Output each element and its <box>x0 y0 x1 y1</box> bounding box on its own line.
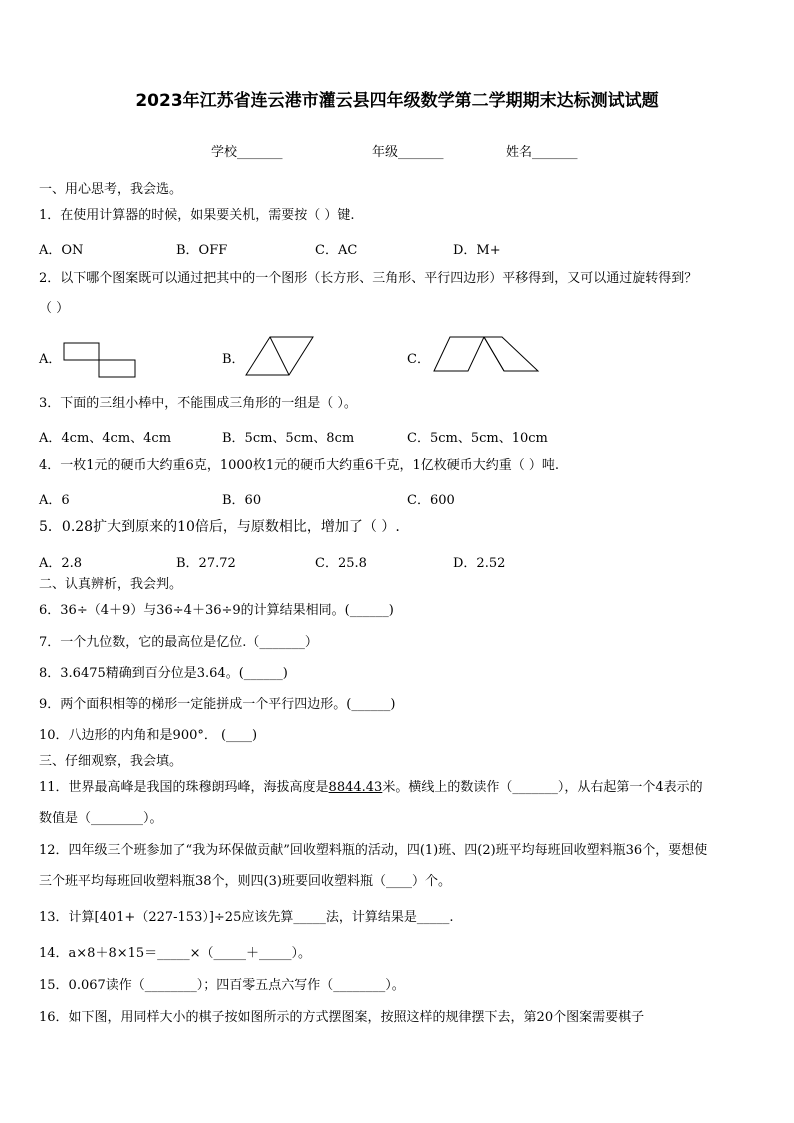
q11-number: 8844.43 <box>328 780 383 795</box>
q4-option-c: C．600 <box>407 493 455 508</box>
section-2-heading: 二、认真辨析，我会判。 <box>39 577 183 592</box>
question-14: 14．a×8＋8×15＝_____×（_____＋_____）。 <box>39 946 312 961</box>
q5-option-d: D．2.52 <box>453 556 506 571</box>
q5-option-c: C．25.8 <box>315 556 367 571</box>
question-9: 9．两个面积相等的梯形一定能拼成一个平行四边形。(______) <box>39 697 396 712</box>
page-title: 2023年江苏省连云港市灌云县四年级数学第二学期期末达标测试试题 <box>135 91 659 111</box>
q11-text-a: 11．世界最高峰是我国的珠穆朗玛峰，海拔高度是 <box>39 780 329 795</box>
q3-option-c: C．5cm、5cm、10cm <box>407 431 548 446</box>
q2-option-c: C． <box>407 352 430 367</box>
question-7: 7．一个九位数，它的最高位是亿位.（_______） <box>39 635 318 650</box>
grade-field: 年级_______ <box>372 145 444 160</box>
question-6: 6．36÷（4＋9）与36÷4＋36÷9的计算结果相同。(______) <box>39 603 394 618</box>
q1-option-d: D．M+ <box>453 243 501 258</box>
q4-option-a: A．6 <box>39 493 70 508</box>
question-11-line-2: 数值是（________）。 <box>39 811 163 826</box>
question-12-line-1: 12．四年级三个班参加了“我为环保做贡献”回收塑料瓶的活动，四(1)班、四(2)班平均每班回收塑料瓶36个，要想使 <box>39 843 708 858</box>
q5-option-a: A．2.8 <box>39 556 83 571</box>
question-11-line-1 <box>39 780 703 796</box>
q2-figure-b <box>244 335 316 377</box>
q2-figure-c <box>432 335 542 377</box>
question-5: 5．0.28扩大到原来的10倍后，与原数相比，增加了（ ）. <box>39 519 400 535</box>
question-2-paren: （ ） <box>39 301 70 316</box>
question-10: 10．八边形的内角和是900°． (____) <box>39 728 258 743</box>
question-4: 4．一枚1元的硬币大约重6克，1000枚1元的硬币大约重6千克，1亿枚硬币大约重（ ）吨. <box>39 458 559 473</box>
q2-figure-a <box>62 340 138 380</box>
question-2: 2．以下哪个图案既可以通过把其中的一个图形（长方形、三角形、平行四边形）平移得到，又可以通过旋转得到？ <box>39 271 698 286</box>
q2-option-b: B． <box>222 352 245 367</box>
section-1-heading: 一、用心思考，我会选。 <box>39 182 183 197</box>
name-field: 姓名_______ <box>506 145 578 160</box>
q1-option-a: A．ON <box>39 243 84 258</box>
q5-option-b: B．27.72 <box>176 556 236 571</box>
question-12-line-2: 三个班平均每班回收塑料瓶38个，则四(3)班要回收塑料瓶（____）个。 <box>39 874 451 889</box>
question-13: 13．计算[401+（227-153）]÷25应该先算_____法，计算结果是_____. <box>39 910 454 925</box>
school-field: 学校_______ <box>211 145 283 160</box>
section-3-heading: 三、仔细观察，我会填。 <box>39 754 183 769</box>
question-15: 15．0.067读作（________）；四百零五点六写作（________）。 <box>39 978 405 993</box>
q4-option-b: B．60 <box>222 493 262 508</box>
q11-text-b: 米。横线上的数读作（_______），从右起第一个4表示的 <box>382 780 703 795</box>
q3-option-a: A．4cm、4cm、4cm <box>39 431 172 446</box>
q3-option-b: B．5cm、5cm、8cm <box>222 431 355 446</box>
question-16: 16．如下图，用同样大小的棋子按如图所示的方式摆图案，按照这样的规律摆下去，第20个图案需要棋子 <box>39 1010 645 1025</box>
q1-option-b: B．OFF <box>176 243 228 258</box>
question-8: 8．3.6475精确到百分位是3.64。(______) <box>39 666 288 681</box>
question-3: 3．下面的三组小棒中，不能围成三角形的一组是（ ）。 <box>39 396 357 411</box>
question-1: 1．在使用计算器的时候，如果要关机，需要按（ ）键. <box>39 208 355 223</box>
q1-option-c: C．AC <box>315 243 358 258</box>
q2-option-a: A． <box>39 352 62 367</box>
